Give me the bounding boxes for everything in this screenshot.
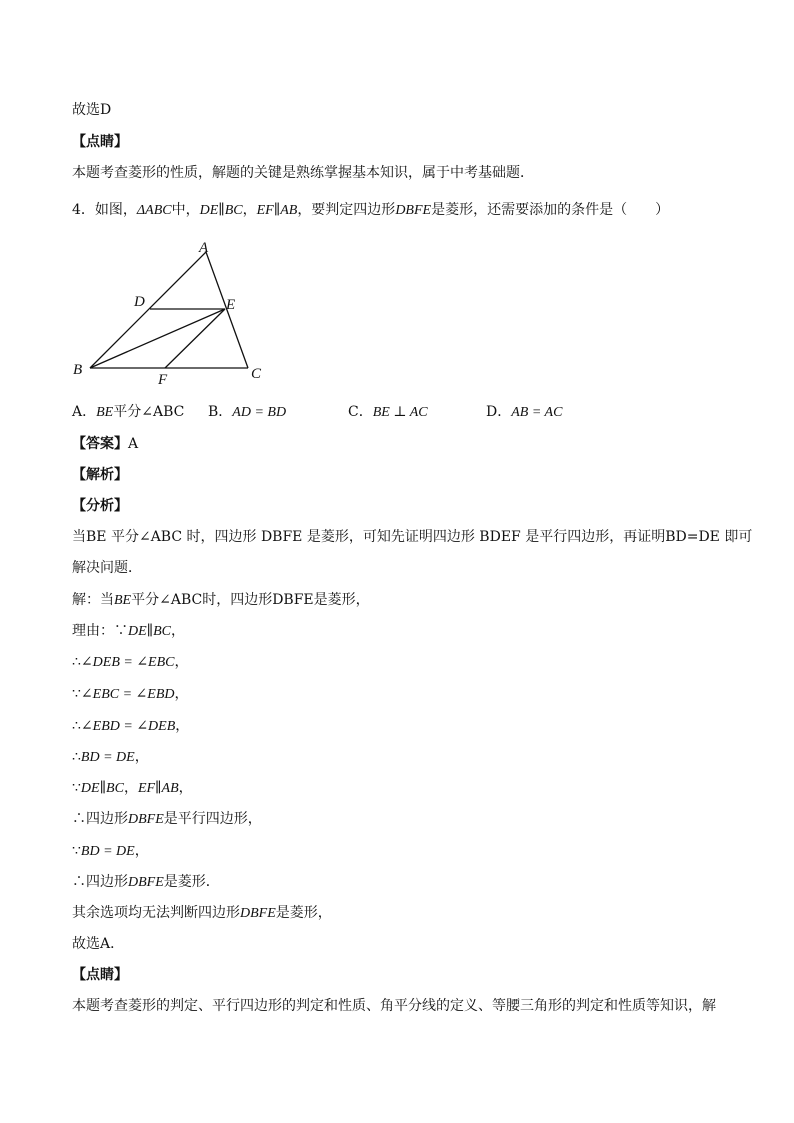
previous-answer-line: 故选D — [72, 102, 112, 118]
solution-text: ， — [123, 780, 138, 796]
solution-line — [72, 684, 189, 705]
solution-text: ∴四边形 — [72, 811, 128, 827]
solution-line — [72, 716, 189, 737]
previous-comment-heading: 【点睛】 — [72, 134, 128, 150]
question-number: 4． — [72, 202, 95, 218]
solution-text: 解：当 — [72, 592, 114, 608]
solution-math: DBFE — [128, 875, 164, 890]
solution-math: BD = DE — [80, 750, 135, 765]
stem-math: EF∥AB — [256, 203, 298, 218]
solution-line — [72, 621, 185, 642]
option-letter: D． — [486, 404, 512, 420]
solution-line — [72, 652, 189, 673]
stem-part: ，要判定四边形 — [297, 202, 396, 218]
segment-ef — [165, 309, 225, 368]
side-ab — [90, 252, 206, 368]
solution-text: ∵ — [72, 780, 81, 796]
stem-part: 中， — [171, 202, 200, 218]
solution-text: ∵ — [72, 843, 81, 859]
solution-text: ∴ — [72, 749, 81, 765]
solution-text: ， — [134, 749, 149, 765]
answer-line — [72, 434, 138, 454]
solution-math: DE∥BC — [128, 624, 172, 639]
solution-text: ， — [134, 843, 149, 859]
option-a[interactable] — [72, 402, 184, 423]
option-d[interactable] — [486, 402, 562, 423]
solution-text: 是菱形， — [275, 905, 332, 921]
solution-line — [72, 778, 193, 799]
option-b[interactable] — [208, 402, 286, 423]
solution-text: ， — [174, 686, 189, 702]
solution-text: ∴四边形 — [72, 874, 128, 890]
stem-part: 如图， — [94, 202, 137, 218]
option-math: AB = AC — [511, 405, 563, 420]
triangle-figure — [68, 240, 268, 390]
solution-text: 平分∠ABC时，四边形DBFE是菱形， — [131, 592, 370, 608]
label-d: D — [134, 294, 145, 310]
solution-math: ∠DEB = ∠EBC — [80, 655, 175, 670]
previous-comment-text: 本题考查菱形的性质，解题的关键是熟练掌握基本知识，属于中考基础题． — [72, 165, 534, 181]
option-letter: A． — [72, 404, 97, 420]
solution-math: ∠EBD = ∠DEB — [80, 719, 176, 734]
solution-text: ， — [174, 654, 189, 670]
solution-line — [72, 903, 332, 924]
fenxi-heading: 【分析】 — [72, 498, 128, 514]
option-letter: B． — [208, 404, 233, 420]
solution-math: DE∥BC — [80, 781, 124, 796]
solution-text: ∴ — [72, 718, 81, 734]
solution-math: BD = DE — [80, 844, 135, 859]
answer-heading: 【答案】 — [72, 436, 128, 452]
solution-text: ， — [178, 780, 193, 796]
solution-math: EF∥AB — [137, 781, 179, 796]
label-e: E — [226, 297, 236, 313]
option-math: AD = BD — [232, 405, 287, 420]
option-letter: C． — [348, 404, 373, 420]
solution-math: DBFE — [128, 812, 164, 827]
label-a: A — [199, 240, 209, 256]
label-b: B — [73, 362, 83, 378]
fenxi-line-2: 解决问题． — [72, 560, 142, 576]
segment-be — [90, 309, 225, 368]
answer-value: A — [128, 436, 139, 452]
question-4-stem — [72, 200, 669, 221]
stem-math: ΔABC — [136, 203, 172, 218]
solution-text: ∴ — [72, 654, 81, 670]
solution-line — [72, 872, 220, 893]
stem-math: DBFE — [395, 203, 432, 218]
label-f: F — [158, 372, 168, 388]
analysis-heading: 【解析】 — [72, 467, 128, 483]
stem-math: DE∥BC — [199, 203, 243, 218]
label-c: C — [251, 366, 262, 382]
stem-part: 是菱形，还需要添加的条件是（ ） — [431, 202, 670, 218]
solution-line — [72, 747, 149, 768]
option-math: BE ⊥ AC — [372, 405, 428, 420]
solution-line — [72, 590, 370, 611]
solution-math: ∠EBC = ∠EBD — [80, 687, 175, 702]
solution-line — [72, 841, 149, 862]
comment-heading: 【点睛】 — [72, 967, 128, 983]
option-math: BE — [96, 405, 114, 420]
solution-line — [72, 809, 262, 830]
solution-text: 是平行四边形， — [163, 811, 262, 827]
solution-text: ∵ — [72, 686, 81, 702]
solution-math: DBFE — [240, 906, 276, 921]
solution-text: ， — [175, 718, 190, 734]
final-answer-line: 故选A． — [72, 936, 125, 952]
stem-part: ， — [242, 202, 257, 218]
comment-text: 本题考查菱形的判定、平行四边形的判定和性质、角平分线的定义、等腰三角形的判定和性质等知识，解 — [72, 998, 716, 1014]
fenxi-line-1: 当BE 平分∠ABC 时，四边形 DBFE 是菱形，可知先证明四边形 BDEF 是平行四边形，再证明BD=DE 即可 — [72, 529, 753, 545]
solution-text: ， — [171, 623, 186, 639]
option-tail: 平分∠ABC — [113, 404, 185, 420]
solution-text: 是菱形． — [163, 874, 220, 890]
solution-text: 理由：∵ — [72, 623, 128, 639]
solution-text: 其余选项均无法判断四边形 — [72, 905, 240, 921]
solution-math: BE — [114, 593, 132, 608]
option-c[interactable] — [348, 402, 428, 423]
